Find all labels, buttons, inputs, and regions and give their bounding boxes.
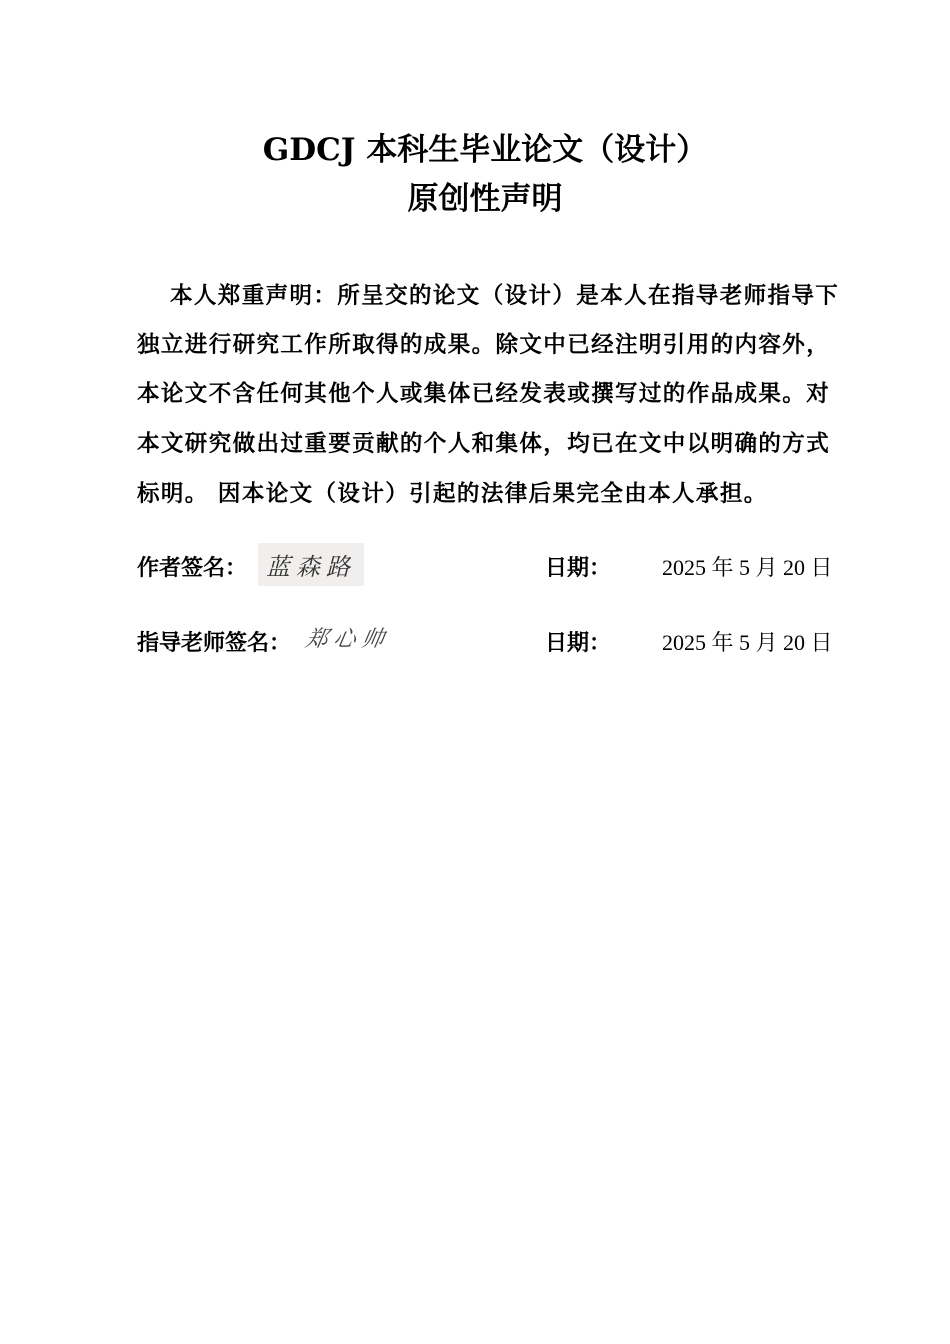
declaration-line: 独立进行研究工作所取得的成果。除文中已经注明引用的内容外，: [137, 332, 831, 358]
declaration-line: 本论文不含任何其他个人或集体已经发表或撰写过的作品成果。对: [137, 381, 831, 407]
author-date: 2025 年 5 月 20 日: [662, 555, 833, 580]
declaration-line: 标明。 因本论文（设计）引起的法律后果完全由本人承担。: [137, 481, 768, 507]
declaration-line: 本文研究做出过重要贡献的个人和集体，均已在文中以明确的方式: [137, 431, 831, 457]
author-date-label: 日期：: [545, 555, 612, 581]
declaration-line: 本人郑重声明：所呈交的论文（设计）是本人在指导老师指导下: [170, 283, 840, 309]
advisor-date: 2025 年 5 月 20 日: [662, 630, 833, 655]
author-signature-image: 蓝森路: [258, 543, 364, 586]
author-signature-label: 作者签名：: [137, 555, 248, 581]
advisor-signature-image: 郑心帅: [303, 627, 392, 652]
advisor-date-label: 日期：: [545, 630, 612, 656]
document-title: GDCJ 本科生毕业论文（设计）: [262, 132, 708, 168]
advisor-signature-label: 指导老师签名：: [137, 630, 292, 656]
document-subtitle: 原创性声明: [407, 181, 563, 217]
